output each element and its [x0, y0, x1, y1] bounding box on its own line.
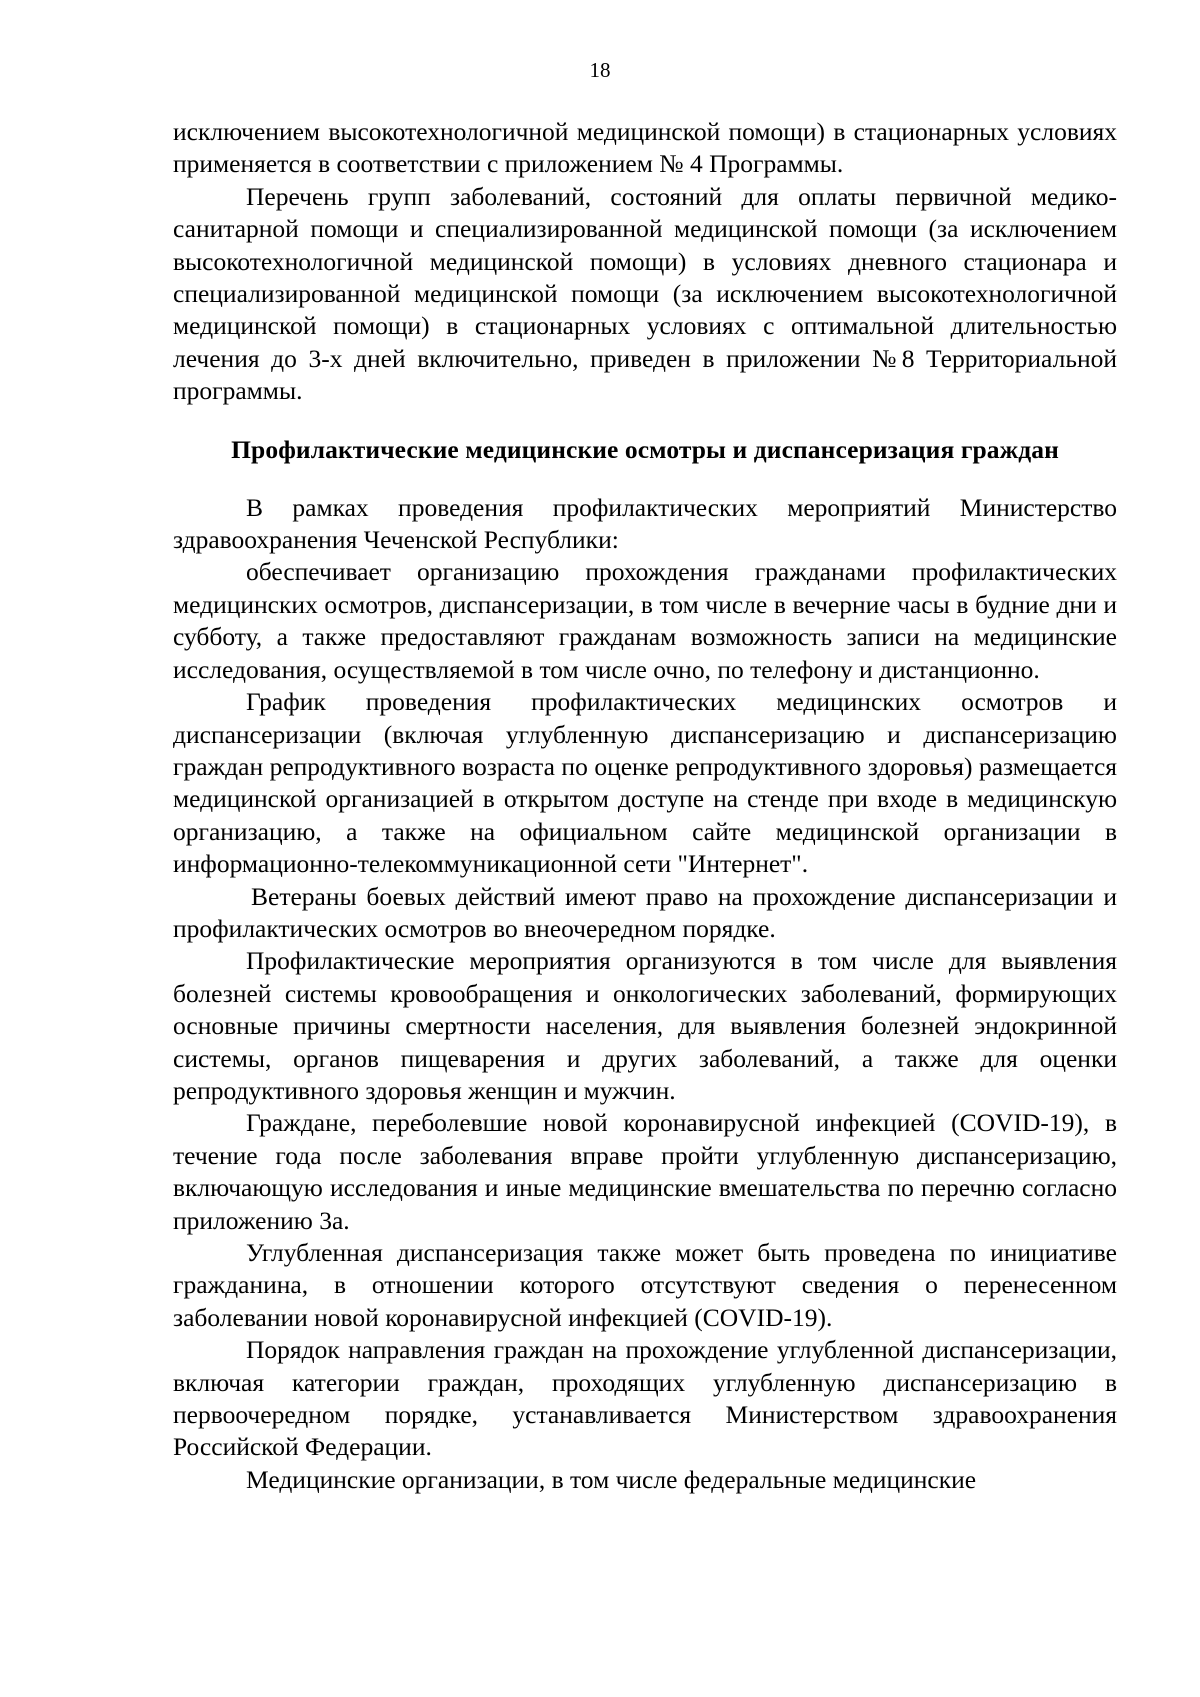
document-body — [173, 116, 1117, 1496]
paragraph-veterans: Ветераны боевых действий имеют право на прохождение диспансеризации и профилактических осмотров во внеочередном порядке. — [173, 881, 1117, 943]
paragraph-ensures-organization: обеспечивает организацию прохождения гражданами профилактических медицинских осмотров, диспансеризации, в том числе в вечерние часы в будние дни и субботу, а также предоставляют гражданам возможность записи на медицинские исследования, осуществляемой в том числе очно, по телефону и дистанционно. — [173, 557, 1117, 684]
paragraph-disease-groups-list: Перечень групп заболеваний, состояний для оплаты первичной медико-санитарной помощи и специализированной медицинской помощи (за исключением высокотехнологичной медицинской помощи) в условиях дневного стационара и специализированной медицинской помощи (за исключением высокотехнологичной медицинской помощи) в стационарных условиях с оптимальной длительностью лечения до 3-х дней включительно, приведен в приложении №8 Территориальной программы. — [173, 181, 1117, 406]
paragraph-continuation: исключением высокотехнологичной медицинской помощи) в стационарных условиях применяется в соответствии с приложением № 4 Программы. — [173, 117, 1117, 179]
paragraph-preventive-measures: Профилактические мероприятия организуются в том числе для выявления болезней системы кровообращения и онкологических заболеваний, формирующих основные причины смертности населения, для выявления болезней эндокринной системы, органов пищеварения и других заболеваний, а также для оценки репродуктивного здоровья женщин и мужчин. — [173, 946, 1117, 1105]
section-heading: Профилактические медицинские осмотры и диспансеризация граждан — [231, 434, 1059, 464]
paragraph-schedule: График проведения профилактических медицинских осмотров и диспансеризации (включая углубленную диспансеризацию и диспансеризацию граждан репродуктивного возраста по оценке репродуктивного здоровья) размещается медицинской организацией в открытом доступе на стенде при входе в медицинскую организацию, а также на официальном сайте медицинской организации в информационно-телекоммуникационной сети "Интернет". — [173, 687, 1117, 879]
page-number: 18 — [589, 58, 611, 82]
paragraph-ministry-measures: В рамках проведения профилактических мероприятий Министерство здравоохранения Чеченской Республики: — [173, 492, 1117, 555]
paragraph-in-depth-initiative: Углубленная диспансеризация также может быть проведена по инициативе гражданина, в отношении которого отсутствуют сведения о перенесенном заболевании новой коронавирусной инфекцией (COVID-19). — [173, 1238, 1117, 1332]
paragraph-referral-procedure: Порядок направления граждан на прохождение углубленной диспансеризации, включая категории граждан, проходящих углубленную диспансеризацию в первоочередном порядке, устанавливается Министерством здравоохранения Российской Федерации. — [173, 1335, 1117, 1462]
paragraph-medical-organizations: Медицинские организации, в том числе федеральные медицинские — [246, 1464, 977, 1494]
paragraph-covid-recovered: Граждане, переболевшие новой коронавирусной инфекцией (COVID-19), в течение года после заболевания вправе пройти углубленную диспансеризацию, включающую исследования и иные медицинские вмешательства по перечню согласно приложению 3а. — [173, 1108, 1117, 1235]
